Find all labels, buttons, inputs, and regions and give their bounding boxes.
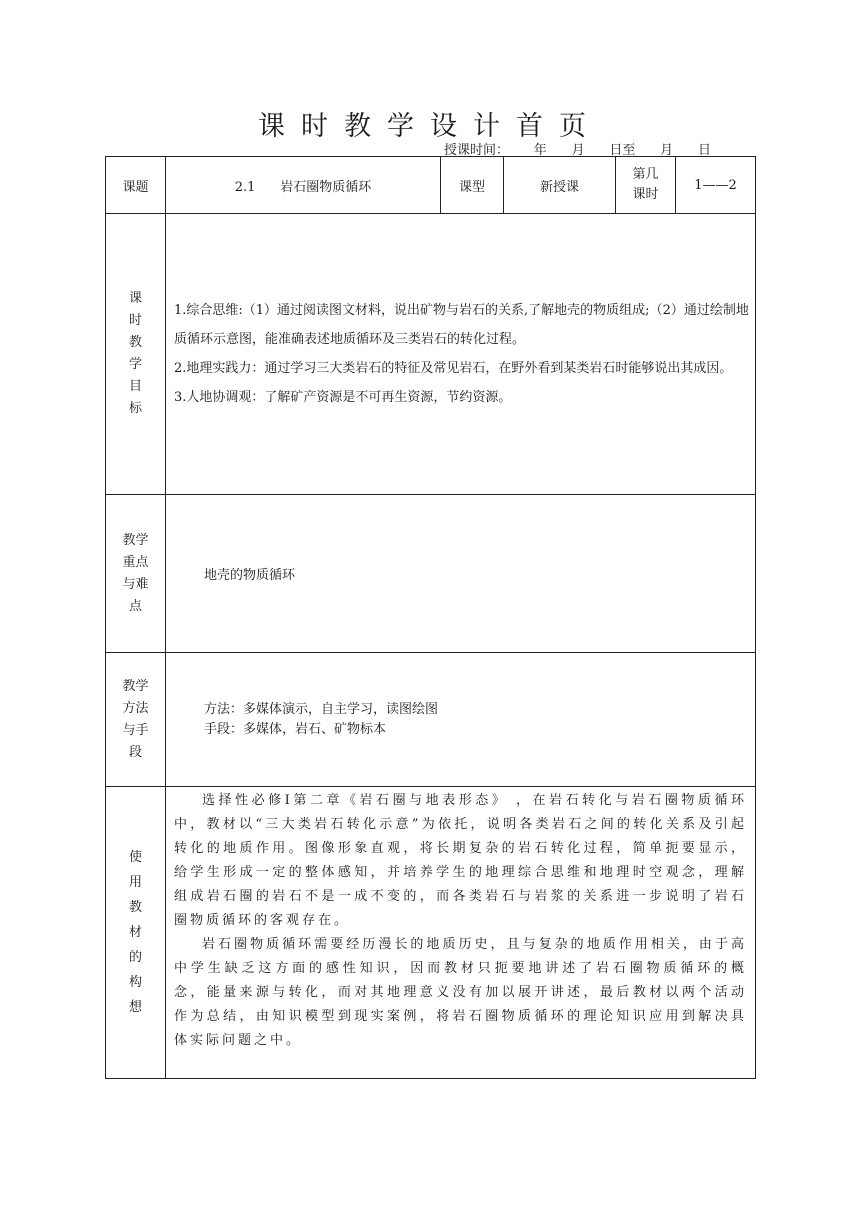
objectives-label: 课时教学目标 xyxy=(106,214,166,495)
design-paragraph-1: 选择性必修Ⅰ第二章《岩石圈与地表形态》 ，在岩石转化与岩石圈物质循环中，教材以“三大类岩石转化示意”为依托，说明各类岩石之间的转化关系及引起转化的地质作用。图像形象直观，将长期复杂的岩石转化过程，简单扼要显示，给学生形成一定的整体感知，并培养学生的地理综合思维和地理时空观念，理解组成岩石圈的岩石不是一成不变的，而各类岩石与岩浆的关系进一步说明了岩石圈物质循环的客观存在。 xyxy=(174,793,747,928)
design-label: 使用教材的构想 xyxy=(128,850,142,1015)
design-paragraph-2: 岩石圈物质循环需要经历漫长的地质历史，且与复杂的地质作用相关，由于高中学生缺乏这方面的感性知识，因而教材只扼要地讲述了岩石圈物质循环的概念，能量来源与转化，而对其地理意义没有加以展开讲述，最后教材以两个活动作为总结，由知识模型到现实案例，将岩石圈物质循环的理论知识应用到解决具体实际问题之中。 xyxy=(174,937,747,1048)
methods-row xyxy=(106,653,756,787)
period-label-line-2: 课时 xyxy=(632,187,659,202)
header-row xyxy=(106,157,756,214)
means-line: 手段：多媒体，岩石、矿物标本 xyxy=(204,721,387,737)
type-label: 课型 xyxy=(441,157,504,214)
method-line: 方法：多媒体演示，自主学习，读图绘图 xyxy=(204,701,439,717)
key-points-value: 地壳的物质循环 xyxy=(166,495,756,653)
objective-item-2: 2.地理实践力：通过学习三大类岩石的特征及常见岩石，在野外看到某类岩石时能够说出其成因。 xyxy=(174,361,733,376)
objective-item-3: 3.人地协调观：了解矿产资源是不可再生资源，节约资源。 xyxy=(174,390,512,405)
topic-label: 课题 xyxy=(106,157,166,214)
design-row xyxy=(106,787,756,1079)
design-content xyxy=(166,787,756,1079)
lesson-design-table xyxy=(105,156,756,1079)
objectives-content xyxy=(166,214,756,495)
design-label-cell xyxy=(106,787,166,1079)
methods-content xyxy=(166,653,756,787)
objectives-row xyxy=(106,214,756,495)
period-label-line-1: 第几 xyxy=(632,167,659,182)
period-label-cell xyxy=(616,157,676,214)
key-points-row xyxy=(106,495,756,653)
methods-label: 教学方法与手段 xyxy=(122,678,149,760)
objective-item-1: 1.综合思维:（1）通过阅读图文材料，说出矿物与岩石的关系,了解地壳的物质组成;（2）通过绘制地质循环示意图，能准确表述地质循环及三类岩石的转化过程。 xyxy=(174,303,749,347)
key-points-label-cell xyxy=(106,495,166,653)
key-points-label: 教学重点与难点 xyxy=(122,532,149,614)
page-title: 课时教学设计首页 xyxy=(258,111,602,142)
methods-label-cell xyxy=(106,653,166,787)
type-value: 新授课 xyxy=(504,157,616,214)
topic-value: 2.1 岩石圈物质循环 xyxy=(166,157,441,214)
teaching-time-line: 授课时间： 年 月 日至 月 日 xyxy=(444,143,711,158)
period-value: 1——2 xyxy=(676,157,756,214)
